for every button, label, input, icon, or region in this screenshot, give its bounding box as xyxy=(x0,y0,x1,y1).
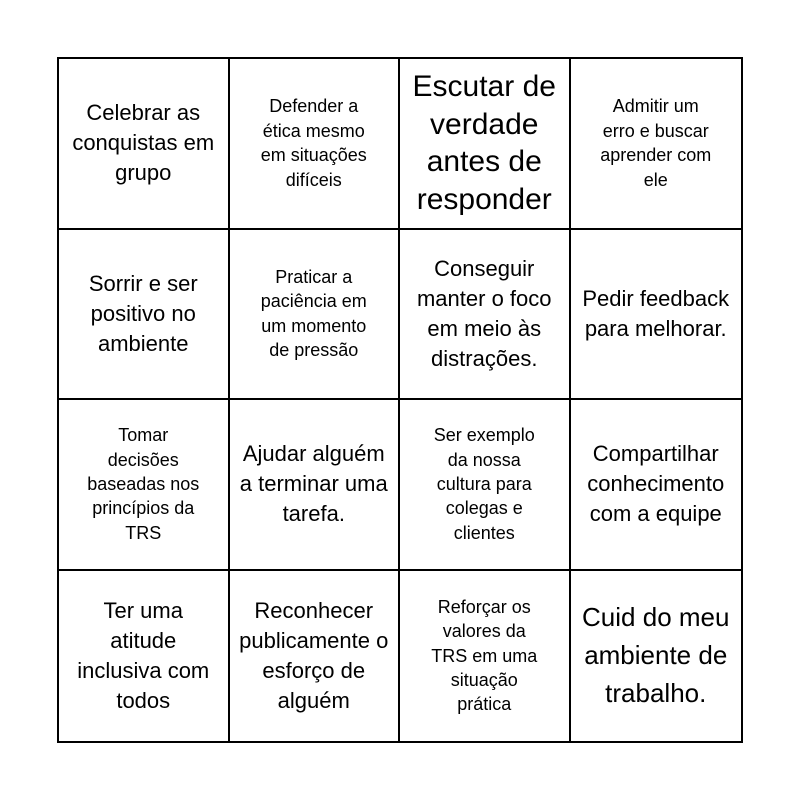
bingo-cell-text: Escutar de verdade antes de responder xyxy=(412,70,556,216)
bingo-cell-text: Reforçar os valores da TRS em uma situação prática xyxy=(431,596,538,715)
bingo-cell[interactable] xyxy=(571,400,742,571)
bingo-cell[interactable] xyxy=(571,59,742,230)
bingo-cell[interactable] xyxy=(230,571,401,742)
bingo-cell-text: Tomar decisões baseadas nos princípios da TRS xyxy=(87,425,200,543)
bingo-cell[interactable] xyxy=(230,59,401,230)
bingo-cell-text: Ser exemplo da nossa cultura para colegas e clientes xyxy=(433,425,535,543)
bingo-cell[interactable] xyxy=(400,571,571,742)
bingo-cell-text: Defender a ética mesmo em situações difíceis xyxy=(260,96,367,190)
bingo-cell[interactable] xyxy=(59,571,230,742)
bingo-cell-text: Compartilhar conhecimento com a equipe xyxy=(587,441,725,527)
bingo-cell-text: Praticar a paciência em um momento de pressão xyxy=(260,266,367,361)
bingo-cell[interactable] xyxy=(400,400,571,571)
bingo-cell-text: Sorrir e ser positivo no ambiente xyxy=(88,270,198,356)
bingo-cell[interactable] xyxy=(59,400,230,571)
bingo-cell-text: Celebrar as conquistas em grupo xyxy=(72,100,215,186)
bingo-board xyxy=(57,57,743,743)
bingo-cell[interactable] xyxy=(230,400,401,571)
bingo-cell[interactable] xyxy=(571,230,742,401)
bingo-cell-text: Conseguir manter o foco em meio às distrações. xyxy=(416,255,552,371)
bingo-cell[interactable] xyxy=(400,59,571,230)
bingo-cell-text: Ter uma atitude inclusiva com todos xyxy=(77,597,210,713)
bingo-cell-text: Cuid do meu ambiente de trabalho. xyxy=(582,602,730,708)
bingo-cell[interactable] xyxy=(230,230,401,401)
bingo-cell-text: Admitir um erro e buscar aprender com ele xyxy=(600,96,712,190)
bingo-cell[interactable] xyxy=(59,59,230,230)
bingo-cell-text: Ajudar alguém a terminar uma tarefa. xyxy=(239,441,388,527)
bingo-cell[interactable] xyxy=(59,230,230,401)
bingo-cell[interactable] xyxy=(571,571,742,742)
bingo-cell[interactable] xyxy=(400,230,571,401)
bingo-cell-text: Pedir feedback para melhorar. xyxy=(582,285,730,341)
bingo-cell-text: Reconhecer publicamente o esforço de alguém xyxy=(239,597,389,713)
